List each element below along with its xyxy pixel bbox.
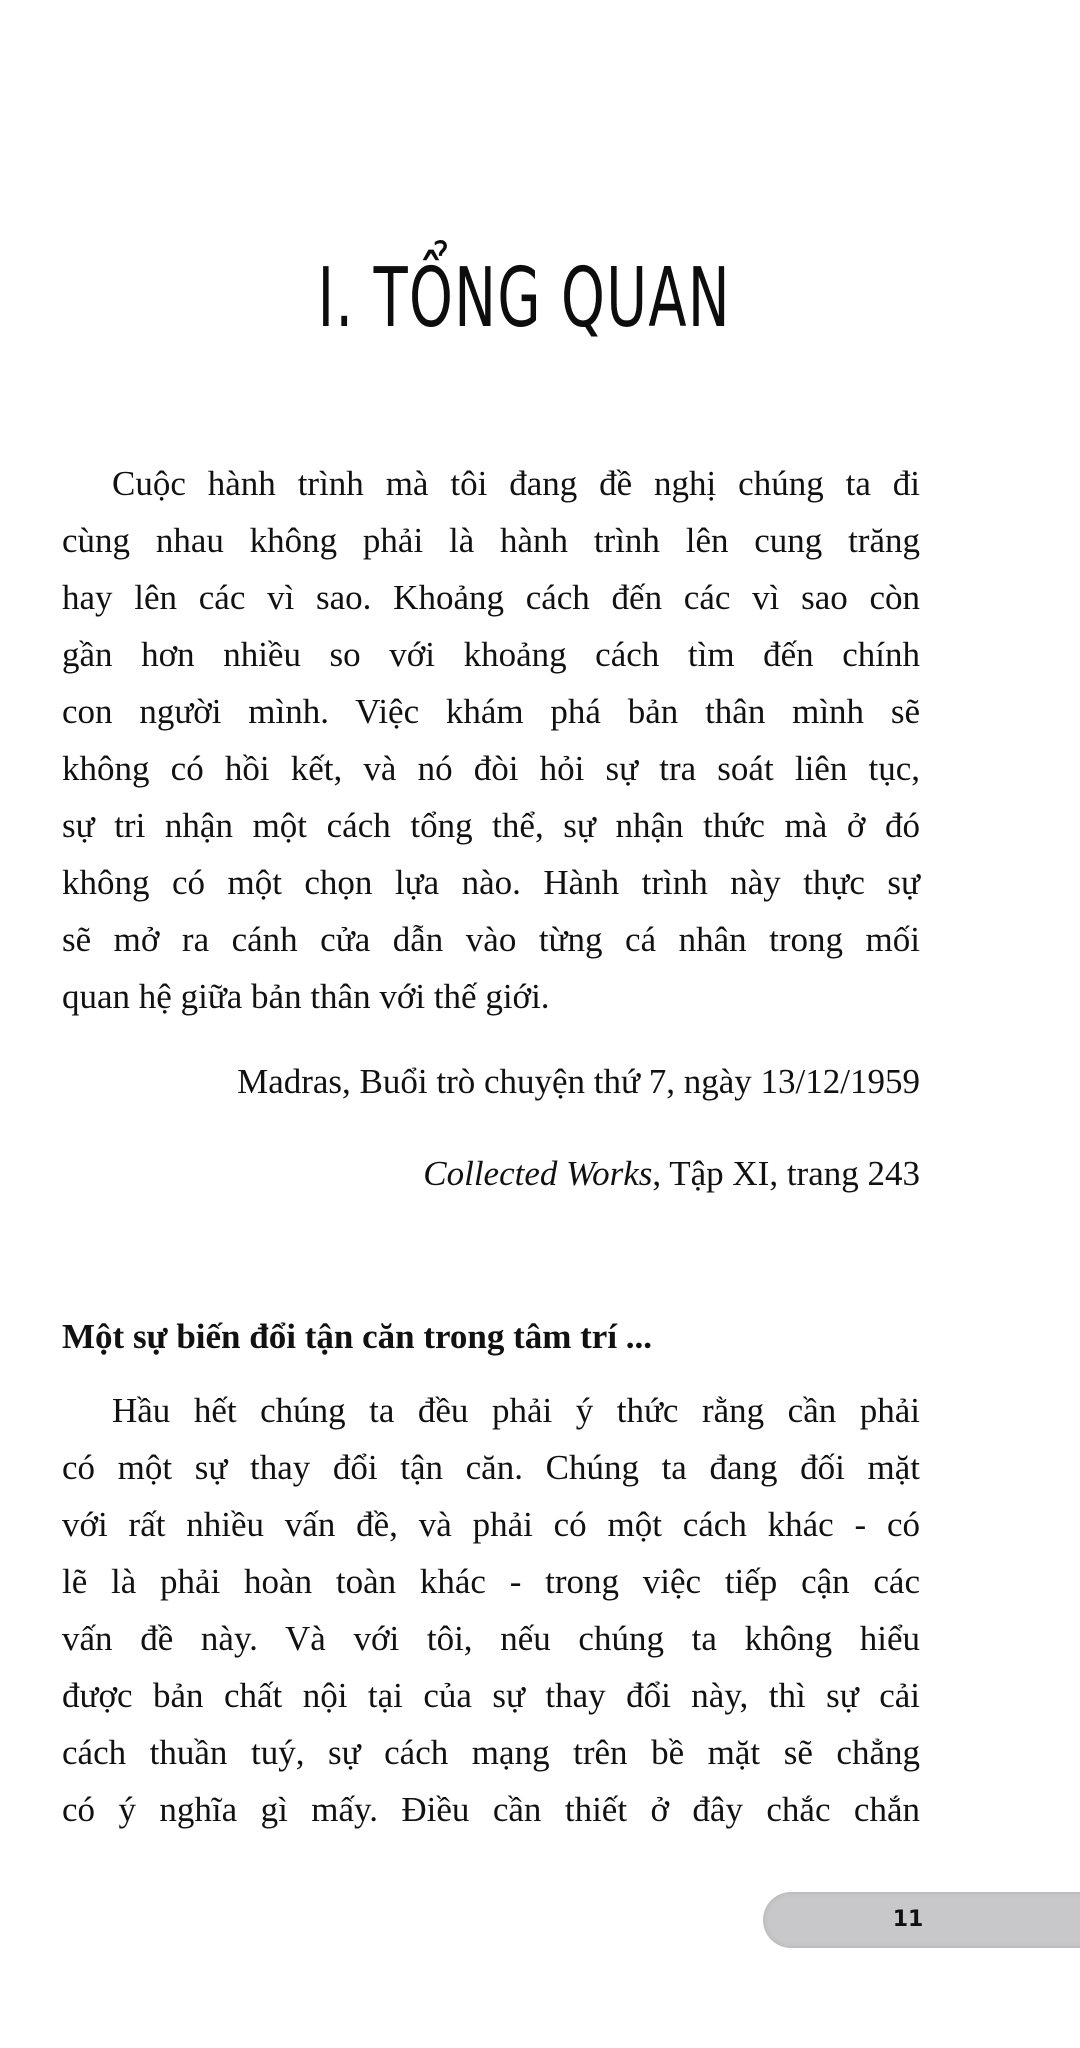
paragraph-line: gần hơn nhiều so với khoảng cách tìm đến chính [62, 635, 920, 674]
paragraph-line: Cuộc hành trình mà tôi đang đề nghị chúng ta đi [112, 464, 920, 503]
paragraph-line: với rất nhiều vấn đề, và phải có một cách khác - có [62, 1505, 920, 1544]
paragraph-line: con người mình. Việc khám phá bản thân mình sẽ [62, 692, 920, 731]
paragraph-line: sẽ mở ra cánh cửa dẫn vào từng cá nhân trong mối [62, 920, 920, 959]
chapter-title: I. TỔNG QUAN [317, 250, 731, 346]
page-number-tab [763, 1892, 1080, 1948]
paragraph-line: không có một chọn lựa nào. Hành trình này thực sự [62, 863, 920, 902]
paragraph-line: được bản chất nội tại của sự thay đổi này, thì sự cải [62, 1676, 920, 1715]
paragraph-line: hay lên các vì sao. Khoảng cách đến các vì sao còn [62, 578, 920, 617]
section-heading: Một sự biến đổi tận căn trong tâm trí ... [62, 1317, 653, 1356]
paragraph-line: quan hệ giữa bản thân với thế giới. [62, 977, 550, 1016]
paragraph-line: có một sự thay đổi tận căn. Chúng ta đang đối mặt [62, 1448, 920, 1487]
paragraph-line: lẽ là phải hoàn toàn khác - trong việc tiếp cận các [62, 1562, 920, 1601]
paragraph-line: cách thuần tuý, sự cách mạng trên bề mặt sẽ chẳng [62, 1733, 920, 1772]
attribution-source: Madras, Buổi trò chuyện thứ 7, ngày 13/12/1959 [237, 1062, 920, 1101]
paragraph-line: có ý nghĩa gì mấy. Điều cần thiết ở đây chắc chắn [62, 1790, 920, 1829]
paragraph-line: không có hồi kết, và nó đòi hỏi sự tra soát liên tục, [62, 749, 920, 788]
paragraph-line: Hầu hết chúng ta đều phải ý thức rằng cần phải [112, 1391, 920, 1430]
paragraph-line: vấn đề này. Và với tôi, nếu chúng ta không hiểu [62, 1619, 920, 1658]
body-paragraph [62, 1382, 920, 1838]
intro-paragraph [62, 455, 920, 1025]
attribution-citation [423, 1145, 920, 1202]
paragraph-line: sự tri nhận một cách tổng thể, sự nhận thức mà ở đó [62, 806, 920, 845]
work-detail: , Tập XI, trang 243 [652, 1154, 920, 1193]
page-number: 11 [892, 1907, 924, 1932]
work-title: Collected Works [423, 1154, 653, 1193]
paragraph-line: cùng nhau không phải là hành trình lên cung trăng [62, 521, 920, 560]
